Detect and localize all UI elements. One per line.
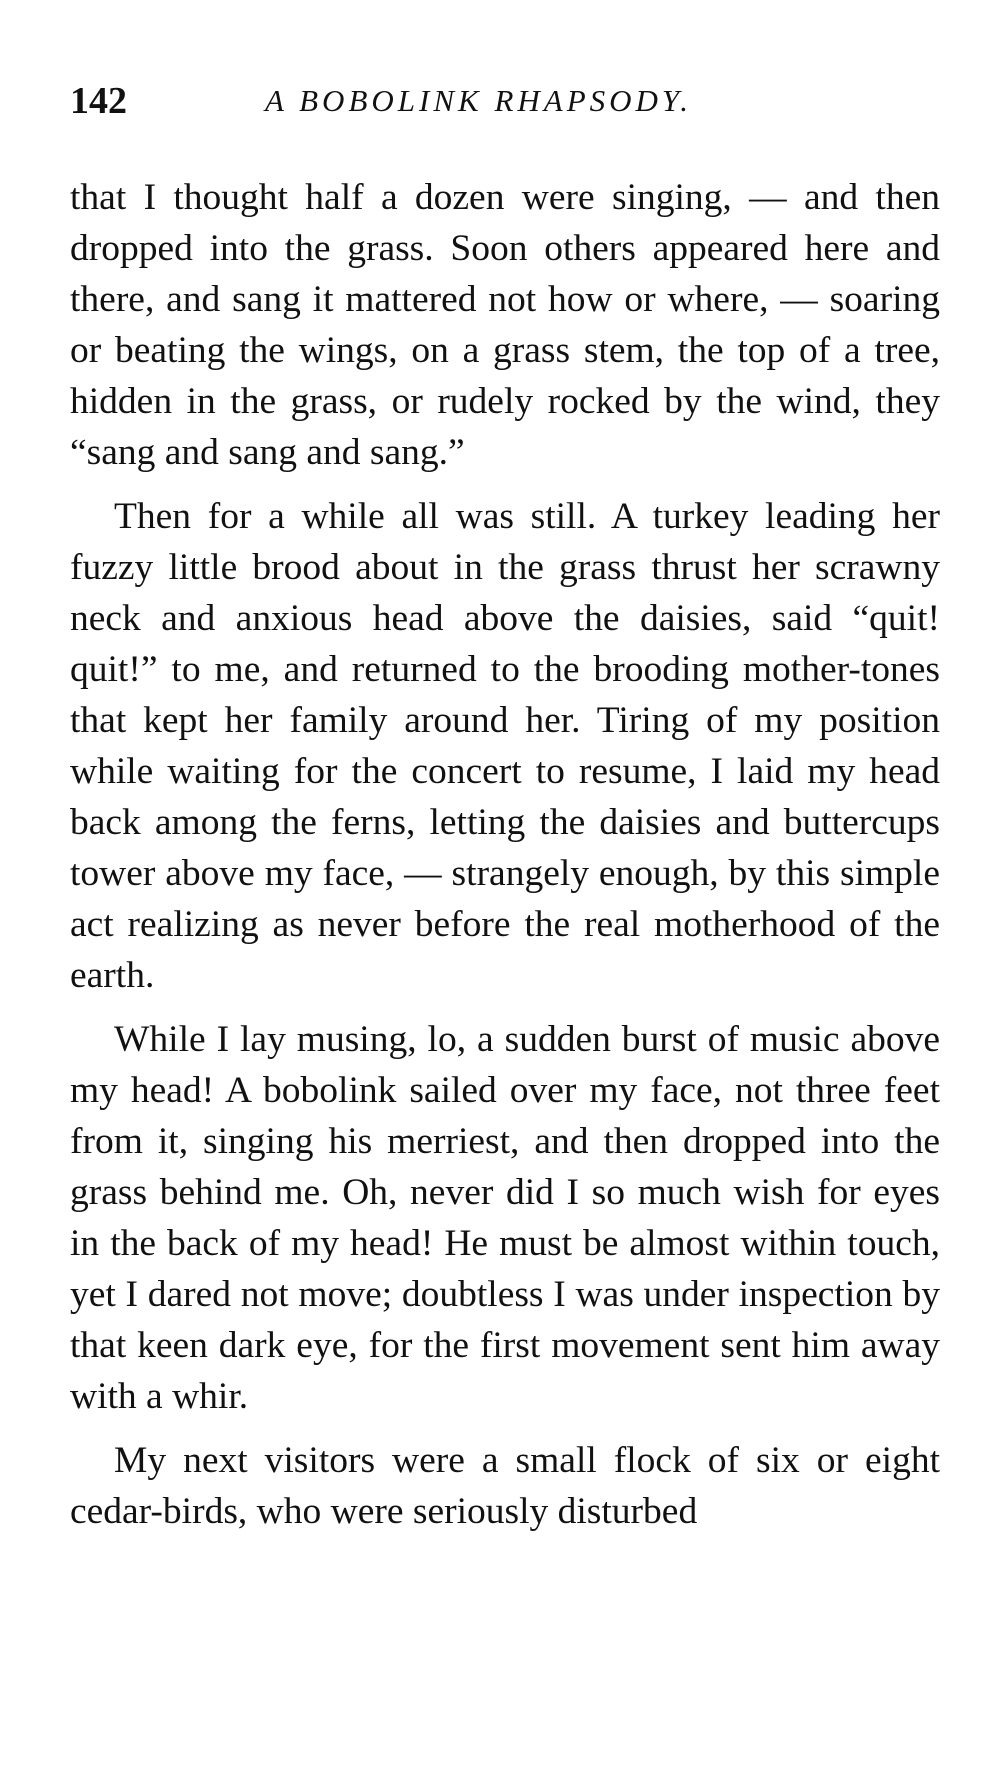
page-number: 142 xyxy=(70,80,127,122)
paragraph: While I lay musing, lo, a sudden burst of music above my head! A bobolink sailed over my face, not three feet from it, singing his merriest, and then dropped into the grass behind me. Oh, never did I so much wish for eyes in the back of my head! He must be almost within touch, yet I dared not move; doubtless I was under inspection by that keen dark eye, for the first movement sent him away with a whir. xyxy=(70,1019,940,1417)
book-page xyxy=(70,70,940,1550)
paragraph-continued: that I thought half a dozen were singing, — and then dropped into the grass. Soon others appeared here and there, and sang it mattered not how or where, — soaring or beating the wings, on a grass stem, the top of a tree, hidden in the grass, or rudely rocked by the wind, they “sang and sang and sang.” xyxy=(70,177,940,473)
running-title: A BOBOLINK RHAPSODY. xyxy=(265,83,693,118)
page-header xyxy=(70,70,940,132)
paragraph: My next visitors were a small flock of six or eight cedar-birds, who were seriously disturbed xyxy=(70,1440,940,1532)
page-body xyxy=(70,172,940,1537)
paragraph: Then for a while all was still. A turkey leading her fuzzy little brood about in the grass thrust her scrawny neck and anxious head above the daisies, said “quit! quit!” to me, and returned to the brooding mother-tones that kept her family around her. Tiring of my position while waiting for the concert to resume, I laid my head back among the ferns, letting the daisies and buttercups tower above my face, — strangely enough, by this simple act realizing as never before the real motherhood of the earth. xyxy=(70,496,940,996)
